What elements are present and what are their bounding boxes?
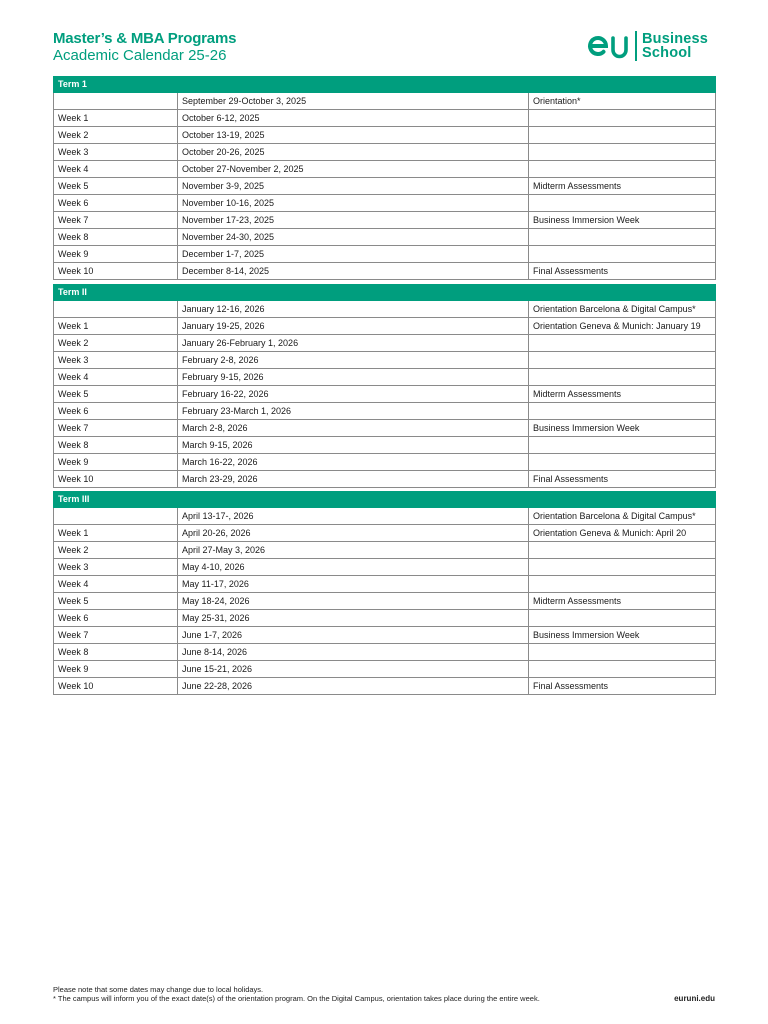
dates-cell: May 18-24, 2026 (178, 593, 529, 610)
week-cell: Week 9 (54, 246, 178, 263)
week-cell: Week 4 (54, 369, 178, 386)
dates-cell: June 1-7, 2026 (178, 627, 529, 644)
note-cell: Business Immersion Week (529, 212, 716, 229)
table-row (54, 593, 716, 610)
term-header-filler (178, 77, 529, 93)
term-header-filler (529, 77, 716, 93)
table-row (54, 195, 716, 212)
dates-cell: May 25-31, 2026 (178, 610, 529, 627)
week-cell: Week 7 (54, 627, 178, 644)
week-cell: Week 4 (54, 576, 178, 593)
logo-line-2: School (642, 45, 692, 61)
week-cell: Week 3 (54, 352, 178, 369)
week-cell: Week 2 (54, 335, 178, 352)
note-cell (529, 454, 716, 471)
table-row (54, 525, 716, 542)
table-row (54, 178, 716, 195)
dates-cell: June 8-14, 2026 (178, 644, 529, 661)
table-row (54, 644, 716, 661)
logo-divider (635, 31, 637, 61)
dates-cell: March 16-22, 2026 (178, 454, 529, 471)
week-cell: Week 1 (54, 110, 178, 127)
week-cell: Week 5 (54, 386, 178, 403)
note-cell: Midterm Assessments (529, 593, 716, 610)
week-cell: Week 5 (54, 593, 178, 610)
table-row (54, 229, 716, 246)
table-row (54, 627, 716, 644)
table-row (54, 661, 716, 678)
table-row (54, 318, 716, 335)
table-row (54, 559, 716, 576)
note-cell (529, 246, 716, 263)
note-cell (529, 229, 716, 246)
note-cell (529, 542, 716, 559)
dates-cell: October 6-12, 2025 (178, 110, 529, 127)
page-subtitle: Academic Calendar 25-26 (53, 47, 227, 64)
dates-cell: December 8-14, 2025 (178, 263, 529, 280)
document-header (53, 30, 236, 65)
note-cell (529, 110, 716, 127)
table-row (54, 263, 716, 280)
note-cell: Final Assessments (529, 678, 716, 695)
note-cell (529, 661, 716, 678)
term-header-filler (529, 492, 716, 508)
week-cell: Week 9 (54, 661, 178, 678)
dates-cell: March 9-15, 2026 (178, 437, 529, 454)
term-header-row (54, 492, 716, 508)
table-row (54, 471, 716, 488)
term-name: Term III (54, 492, 178, 508)
dates-cell: October 27-November 2, 2025 (178, 161, 529, 178)
note-cell (529, 352, 716, 369)
dates-cell: January 19-25, 2026 (178, 318, 529, 335)
dates-cell: April 20-26, 2026 (178, 525, 529, 542)
term-header-filler (178, 492, 529, 508)
week-cell (54, 301, 178, 318)
note-cell: Orientation Geneva & Munich: April 20 (529, 525, 716, 542)
table-row (54, 454, 716, 471)
note-cell (529, 335, 716, 352)
dates-cell: February 2-8, 2026 (178, 352, 529, 369)
term-header-filler (529, 285, 716, 301)
dates-cell: February 16-22, 2026 (178, 386, 529, 403)
note-cell: Orientation* (529, 93, 716, 110)
note-cell (529, 127, 716, 144)
table-row (54, 246, 716, 263)
logo-wordmark (642, 32, 708, 60)
week-cell: Week 10 (54, 263, 178, 280)
table-row (54, 508, 716, 525)
note-cell (529, 576, 716, 593)
term-header-row (54, 285, 716, 301)
dates-cell: March 23-29, 2026 (178, 471, 529, 488)
dates-cell: January 12-16, 2026 (178, 301, 529, 318)
footnote-holidays: Please note that some dates may change due to local holidays. (53, 985, 264, 994)
term-3-table (53, 491, 716, 695)
term-name: Term 1 (54, 77, 178, 93)
note-cell (529, 403, 716, 420)
table-row (54, 301, 716, 318)
table-row (54, 127, 716, 144)
dates-cell: February 9-15, 2026 (178, 369, 529, 386)
week-cell: Week 3 (54, 559, 178, 576)
table-row (54, 352, 716, 369)
week-cell (54, 508, 178, 525)
dates-cell: June 15-21, 2026 (178, 661, 529, 678)
table-row (54, 161, 716, 178)
note-cell (529, 195, 716, 212)
week-cell: Week 2 (54, 127, 178, 144)
table-row (54, 93, 716, 110)
week-cell: Week 8 (54, 229, 178, 246)
logo-line-1: Business (642, 31, 709, 47)
table-row (54, 420, 716, 437)
dates-cell: May 4-10, 2026 (178, 559, 529, 576)
note-cell: Orientation Geneva & Munich: January 19 (529, 318, 716, 335)
dates-cell: May 11-17, 2026 (178, 576, 529, 593)
eu-business-school-logo (586, 30, 708, 62)
dates-cell: June 22-28, 2026 (178, 678, 529, 695)
note-cell (529, 559, 716, 576)
dates-cell: April 27-May 3, 2026 (178, 542, 529, 559)
note-cell: Final Assessments (529, 263, 716, 280)
page-title: Master’s & MBA Programs (53, 30, 237, 47)
week-cell (54, 93, 178, 110)
table-row (54, 610, 716, 627)
dates-cell: February 23-March 1, 2026 (178, 403, 529, 420)
note-cell (529, 610, 716, 627)
dates-cell: April 13-17-, 2026 (178, 508, 529, 525)
note-cell: Business Immersion Week (529, 627, 716, 644)
footnotes (53, 985, 540, 1003)
note-cell: Midterm Assessments (529, 386, 716, 403)
table-row (54, 144, 716, 161)
table-row (54, 110, 716, 127)
dates-cell: October 13-19, 2025 (178, 127, 529, 144)
week-cell: Week 6 (54, 195, 178, 212)
term-name: Term II (54, 285, 178, 301)
week-cell: Week 2 (54, 542, 178, 559)
dates-cell: December 1-7, 2025 (178, 246, 529, 263)
week-cell: Week 6 (54, 403, 178, 420)
table-row (54, 386, 716, 403)
week-cell: Week 7 (54, 212, 178, 229)
website-link[interactable]: euruni.edu (674, 994, 715, 1003)
dates-cell: November 24-30, 2025 (178, 229, 529, 246)
term-header-row (54, 77, 716, 93)
table-row (54, 542, 716, 559)
week-cell: Week 4 (54, 161, 178, 178)
table-row (54, 212, 716, 229)
week-cell: Week 10 (54, 471, 178, 488)
note-cell (529, 161, 716, 178)
note-cell: Orientation Barcelona & Digital Campus* (529, 301, 716, 318)
table-row (54, 335, 716, 352)
footnote-orientation: * The campus will inform you of the exact date(s) of the orientation program. On the Digital Campus, orientation takes place during the entire week. (53, 994, 540, 1003)
term-1-table (53, 76, 716, 280)
dates-cell: November 3-9, 2025 (178, 178, 529, 195)
note-cell: Business Immersion Week (529, 420, 716, 437)
table-row (54, 437, 716, 454)
week-cell: Week 9 (54, 454, 178, 471)
note-cell (529, 437, 716, 454)
table-row (54, 678, 716, 695)
dates-cell: October 20-26, 2025 (178, 144, 529, 161)
term-2-table (53, 284, 716, 488)
week-cell: Week 7 (54, 420, 178, 437)
week-cell: Week 10 (54, 678, 178, 695)
note-cell: Midterm Assessments (529, 178, 716, 195)
week-cell: Week 1 (54, 525, 178, 542)
table-row (54, 369, 716, 386)
eu-logo-mark (586, 30, 632, 62)
week-cell: Week 6 (54, 610, 178, 627)
note-cell (529, 144, 716, 161)
dates-cell: March 2-8, 2026 (178, 420, 529, 437)
week-cell: Week 3 (54, 144, 178, 161)
dates-cell: September 29-October 3, 2025 (178, 93, 529, 110)
week-cell: Week 1 (54, 318, 178, 335)
note-cell: Final Assessments (529, 471, 716, 488)
week-cell: Week 5 (54, 178, 178, 195)
table-row (54, 403, 716, 420)
term-header-filler (178, 285, 529, 301)
table-row (54, 576, 716, 593)
note-cell: Orientation Barcelona & Digital Campus* (529, 508, 716, 525)
week-cell: Week 8 (54, 437, 178, 454)
dates-cell: November 17-23, 2025 (178, 212, 529, 229)
note-cell (529, 369, 716, 386)
week-cell: Week 8 (54, 644, 178, 661)
dates-cell: November 10-16, 2025 (178, 195, 529, 212)
note-cell (529, 644, 716, 661)
dates-cell: January 26-February 1, 2026 (178, 335, 529, 352)
